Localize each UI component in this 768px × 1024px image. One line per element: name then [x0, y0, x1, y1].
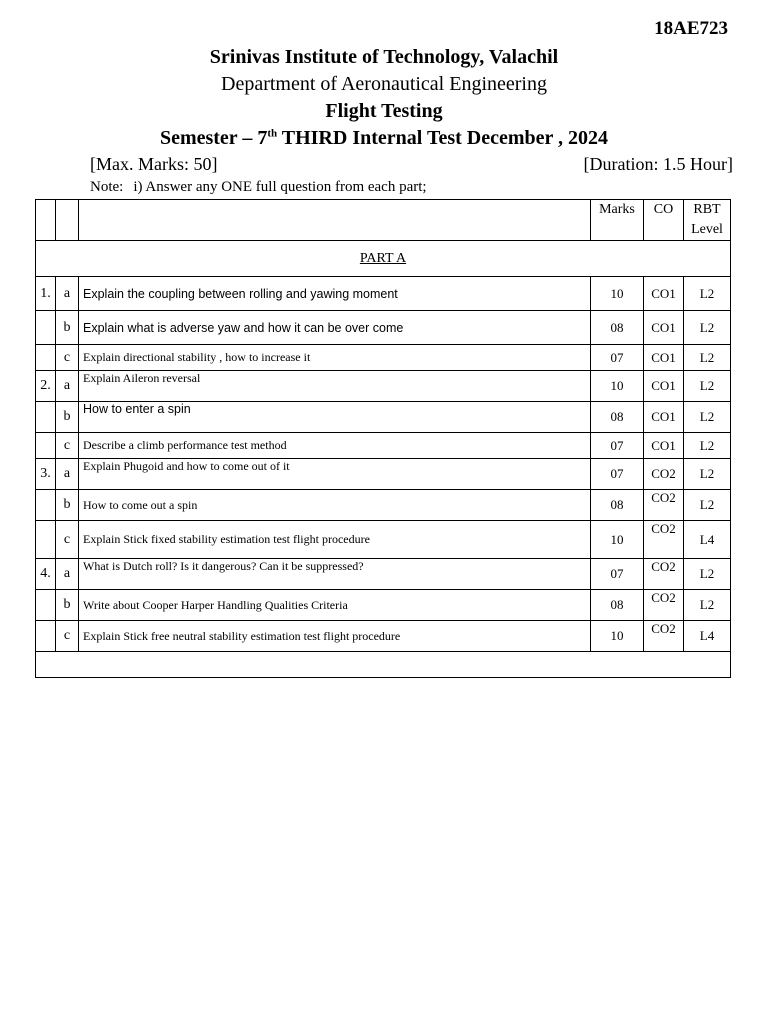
empty-footer-cell [36, 652, 731, 678]
duration: [Duration: 1.5 Hour] [583, 154, 733, 174]
part-a-heading: PART A [36, 241, 731, 277]
table-row [36, 559, 731, 590]
marks-value: 08 [591, 490, 644, 521]
marks-value: 07 [591, 559, 644, 590]
sub-question-letter: b [56, 490, 79, 521]
header-marks: Marks [591, 200, 644, 241]
co-value: CO1 [644, 371, 684, 402]
table-row [36, 345, 731, 371]
course-title: Flight Testing [325, 100, 443, 122]
header-num-cell [36, 200, 56, 241]
sub-question-letter: b [56, 402, 79, 433]
sub-question-letter: a [56, 277, 79, 311]
header-question-cell [79, 200, 591, 241]
table-row [36, 459, 731, 490]
question-number [36, 521, 56, 559]
semester-sup: th [267, 127, 278, 140]
question-text: Write about Cooper Harper Handling Qualities Criteria [79, 590, 591, 621]
sub-question-letter: c [56, 433, 79, 459]
sub-question-letter: a [56, 371, 79, 402]
question-number: 1. [36, 277, 56, 311]
rbt-level-value: L2 [684, 590, 731, 621]
question-number [36, 345, 56, 371]
question-number [36, 311, 56, 345]
sub-question-letter: c [56, 621, 79, 652]
rbt-level-value: L2 [684, 277, 731, 311]
question-text: Explain Stick free neutral stability estimation test flight procedure [79, 621, 591, 652]
table-row [36, 371, 731, 402]
co-value: CO1 [644, 402, 684, 433]
table-row [36, 402, 731, 433]
question-text: Explain Aileron reversal [79, 371, 591, 402]
institute-name: Srinivas Institute of Technology, Valachil [209, 46, 559, 68]
question-number [36, 433, 56, 459]
rbt-level-value: L4 [684, 621, 731, 652]
co-value: CO2 [644, 590, 684, 621]
marks-value: 10 [591, 521, 644, 559]
co-value: CO2 [644, 559, 684, 590]
rbt-level-value: L2 [684, 433, 731, 459]
table-row [36, 490, 731, 521]
co-value: CO1 [644, 433, 684, 459]
marks-value: 08 [591, 590, 644, 621]
question-number: 2. [36, 371, 56, 402]
rbt-level-value: L2 [684, 371, 731, 402]
sub-question-letter: a [56, 459, 79, 490]
question-text: What is Dutch roll? Is it dangerous? Can it be suppressed? [79, 559, 591, 590]
question-number [36, 590, 56, 621]
table-header-row [36, 200, 731, 241]
part-a-row [36, 241, 731, 277]
question-table [35, 199, 731, 678]
rbt-level-value: L2 [684, 559, 731, 590]
sub-question-letter: a [56, 559, 79, 590]
test-title [0, 127, 768, 150]
sub-question-letter: b [56, 590, 79, 621]
sub-question-letter: c [56, 521, 79, 559]
marks-value: 08 [591, 311, 644, 345]
subject-code: 18AE723 [654, 18, 728, 39]
table-row [36, 590, 731, 621]
question-text: Explain the coupling between rolling and yawing moment [79, 277, 591, 311]
max-marks: [Max. Marks: 50] [90, 154, 218, 174]
co-value: CO1 [644, 277, 684, 311]
table-row [36, 311, 731, 345]
header-sub-cell [56, 200, 79, 241]
co-value: CO1 [644, 345, 684, 371]
rbt-level-value: L2 [684, 345, 731, 371]
marks-value: 07 [591, 459, 644, 490]
question-number [36, 621, 56, 652]
question-number [36, 490, 56, 521]
sub-question-letter: c [56, 345, 79, 371]
rbt-level-value: L2 [684, 459, 731, 490]
marks-value: 07 [591, 345, 644, 371]
co-value: CO1 [644, 311, 684, 345]
marks-value: 10 [591, 277, 644, 311]
question-text: Explain directional stability , how to increase it [79, 345, 591, 371]
question-text: How to come out a spin [79, 490, 591, 521]
co-value: CO2 [644, 621, 684, 652]
marks-value: 10 [591, 371, 644, 402]
question-text: How to enter a spin [79, 402, 591, 433]
rbt-level-value: L2 [684, 311, 731, 345]
department-name: Department of Aeronautical Engineering [221, 73, 547, 95]
empty-footer-row [36, 652, 731, 678]
marks-value: 07 [591, 433, 644, 459]
co-value: CO2 [644, 459, 684, 490]
question-number [36, 402, 56, 433]
semester-prefix: Semester – 7 [159, 127, 268, 149]
note-label: Note: [90, 179, 124, 195]
question-text: Describe a climb performance test method [79, 433, 591, 459]
rbt-level-value: L4 [684, 521, 731, 559]
rbt-level-value: L2 [684, 490, 731, 521]
question-number: 4. [36, 559, 56, 590]
question-text: Explain Phugoid and how to come out of it [79, 459, 591, 490]
question-text: Explain what is adverse yaw and how it can be over come [79, 311, 591, 345]
header-rbt-level: RBT Level [684, 200, 731, 241]
co-value: CO2 [644, 490, 684, 521]
co-value: CO2 [644, 521, 684, 559]
rbt-level-value: L2 [684, 402, 731, 433]
question-text: Explain Stick fixed stability estimation test flight procedure [79, 521, 591, 559]
table-row [36, 433, 731, 459]
marks-value: 10 [591, 621, 644, 652]
marks-value: 08 [591, 402, 644, 433]
question-number: 3. [36, 459, 56, 490]
table-row [36, 277, 731, 311]
instructions-note [90, 179, 427, 196]
sub-question-letter: b [56, 311, 79, 345]
note-text: i) Answer any ONE full question from each part; [133, 179, 427, 195]
semester-rest: THIRD Internal Test December , 2024 [277, 127, 609, 149]
table-row [36, 521, 731, 559]
table-row [36, 621, 731, 652]
header-co: CO [644, 200, 684, 241]
